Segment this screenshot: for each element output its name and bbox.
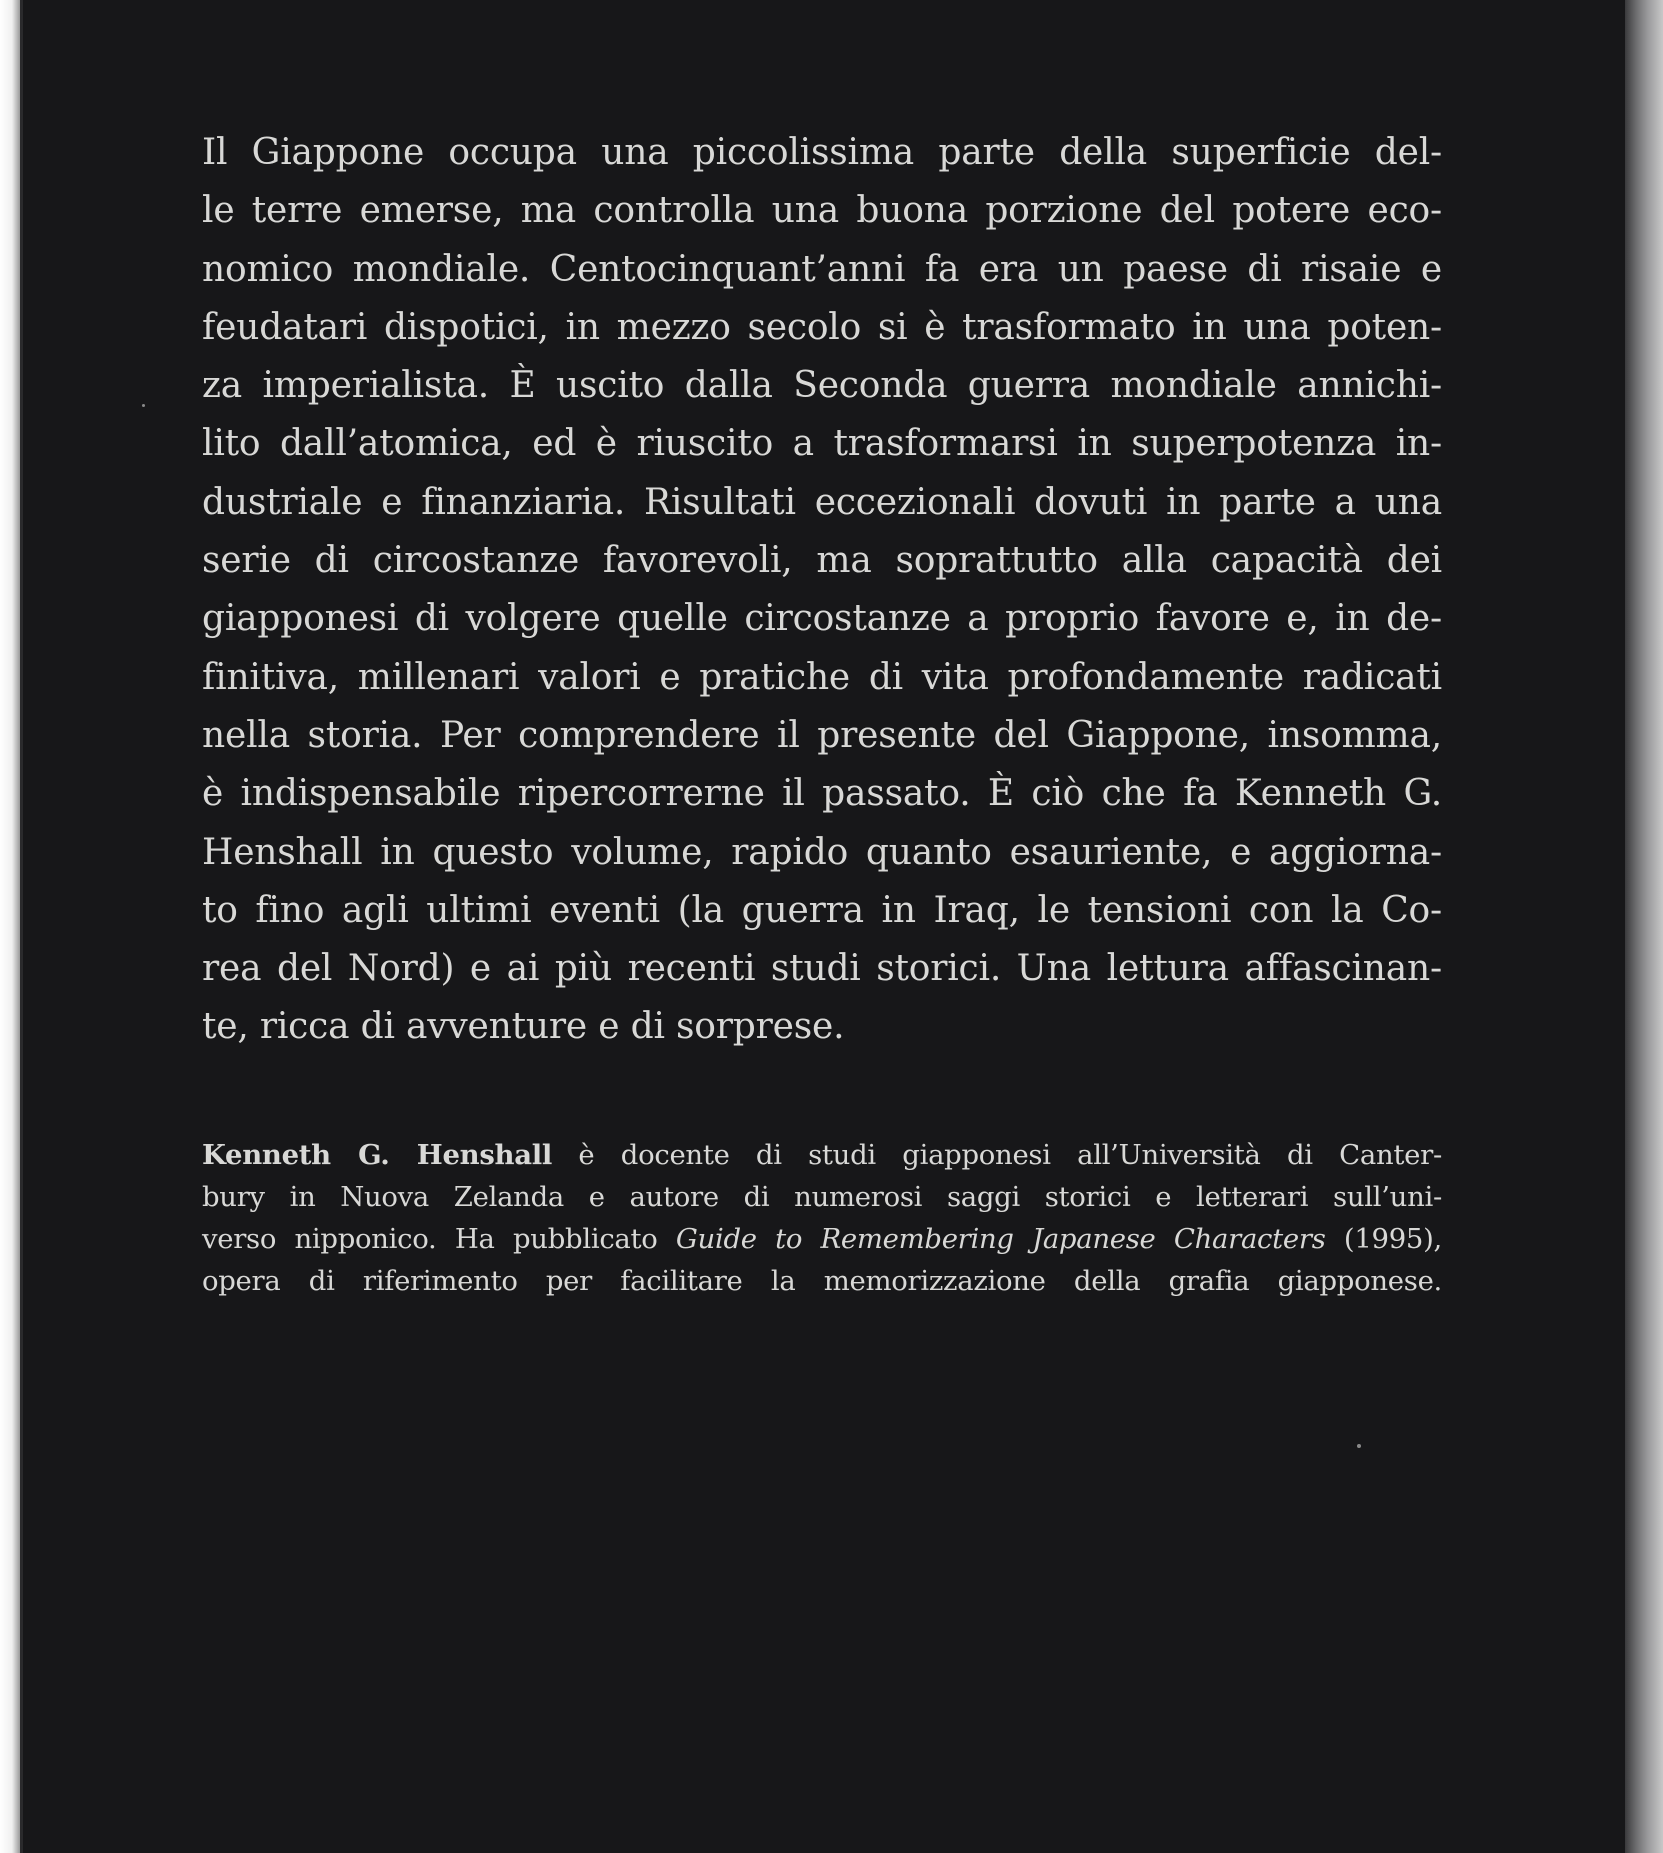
blurb-line: te, ricca di avventure e di sorprese. [202, 1006, 845, 1048]
book-spine-edge [1625, 0, 1663, 1853]
blurb-line: le terre emerse, ma controlla una buona porzione del potere eco- [202, 190, 1442, 232]
author-bio [202, 1134, 1442, 1302]
bio-text: verso nipponico. Ha pubblicato [202, 1223, 676, 1255]
blurb-line: giapponesi di volgere quelle circostanze a proprio favore e, in de- [202, 598, 1442, 640]
blurb-line: Il Giappone occupa una piccolissima parte della superficie del- [202, 132, 1442, 173]
book-title: Guide to Remembering Japanese Characters [675, 1223, 1326, 1255]
blurb-line: nella storia. Per comprendere il presente del Giappone, insomma, [202, 714, 1442, 756]
blurb-line: dustriale e finanziaria. Risultati eccezionali dovuti in parte a una [202, 481, 1442, 523]
bio-line: opera di riferimento per facilitare la memorizzazione della grafia giapponese. [202, 1265, 1442, 1297]
blurb-line: serie di circostanze favorevoli, ma soprattutto alla capacità dei [202, 540, 1442, 582]
blurb-line: nomico mondiale. Centocinquant’anni fa era un paese di risaie e [202, 248, 1442, 290]
blurb-line: feudatari dispotici, in mezzo secolo si è trasformato in una poten- [202, 306, 1442, 348]
blurb-line: è indispensabile ripercorrerne il passato. È ciò che fa Kenneth G. [202, 773, 1442, 815]
bio-line [202, 1134, 1442, 1176]
bio-text: (1995), [1325, 1223, 1442, 1255]
dust-speck [1357, 1444, 1361, 1448]
bio-line [202, 1218, 1442, 1260]
blurb-line: rea del Nord) e ai più recenti studi storici. Una lettura affascinan- [202, 948, 1442, 990]
blurb-line: finitiva, millenari valori e pratiche di vita profondamente radicati [202, 656, 1442, 698]
blurb-paragraph [202, 124, 1442, 1057]
bio-text: è docente di studi giapponesi all’Università di Canter- [552, 1139, 1442, 1171]
blurb-line: Henshall in questo volume, rapido quanto esauriente, e aggiorna- [202, 831, 1442, 873]
page-left-edge [0, 0, 20, 1853]
blurb-line: lito dall’atomica, ed è riuscito a trasformarsi in superpotenza in- [202, 423, 1442, 465]
dust-speck [142, 404, 145, 407]
blurb-line: za imperialista. È uscito dalla Seconda guerra mondiale annichi- [202, 365, 1442, 407]
author-name: Kenneth G. Henshall [202, 1139, 553, 1171]
bio-line: bury in Nuova Zelanda e autore di numerosi saggi storici e letterari sull’uni- [202, 1181, 1442, 1213]
blurb-line: to fino agli ultimi eventi (la guerra in Iraq, le tensioni con la Co- [202, 889, 1442, 931]
